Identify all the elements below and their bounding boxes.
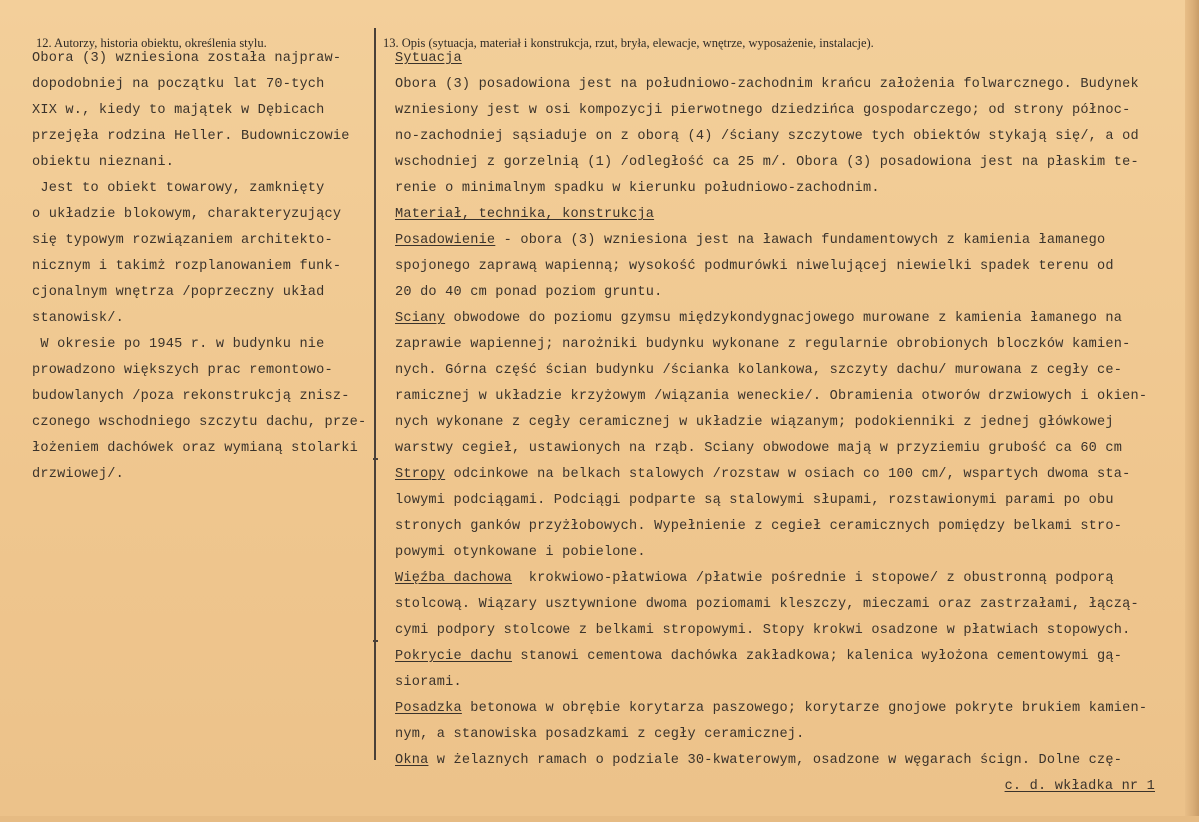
history-line: o układzie blokowym, charakteryzujący [32,207,342,222]
history-line: budowlanych /poza rekonstrukcją znisz- [32,389,350,404]
history-line: przejęła rodzina Heller. Budowniczowie [32,129,350,144]
history-line: obiektu nieznani. [32,155,175,170]
description-line [395,774,1155,800]
description-line [395,306,1155,332]
description-text-run: powymi otynkowane i pobielone. [395,545,646,560]
description-text-run: krokwiowo-płatwiowa /płatwie pośrednie i stopowe/ z obustronną podporą [512,571,1114,586]
description-text-run: nych. Górna część ścian budynku /ścianka kolankowa, szczyty dachu/ murowana z cegły ce- [395,363,1123,378]
history-line: prowadzono większych prac remontowo- [32,363,333,378]
description-text-run: cymi podpory stolcowe z belkami stropowymi. Stopy krokwi osadzone w płatwiach stopowych. [395,623,1131,638]
description-line [395,436,1155,462]
description-text-run: odcinkowe na belkach stalowych /rozstaw w osiach co 100 cm/, wspartych dwoma sta- [445,467,1131,482]
description-line [395,670,1155,696]
history-line: czonego wschodniego szczytu dachu, prze- [32,415,367,430]
section-12-header: 12. Autorzy, historia obiektu, określenia stylu. [36,36,267,50]
description-text-run: siorami. [395,675,462,690]
description-line [395,280,1155,306]
section-heading: Pokrycie dachu [395,649,513,664]
section-heading: Więźba dachowa [395,571,513,586]
description-line [395,46,1155,72]
history-line: Jest to obiekt towarowy, zamknięty [32,181,325,196]
section-heading: Okna [395,753,429,768]
description-line [395,462,1155,488]
description-text-run: wzniesiony jest w osi kompozycji pierwotnego dziedzińca gospodarczego; od strony północ- [395,103,1131,118]
description-line [395,228,1155,254]
history-line: W okresie po 1945 r. w budynku nie [32,337,325,352]
description-line [395,592,1155,618]
description-text-run: - obora (3) wzniesiona jest na ławach fundamentowych z kamienia łamanego [495,233,1106,248]
section-heading: c. d. wkładka nr 1 [1004,779,1155,794]
description-text-run: stronych ganków przyżłobowych. Wypełnienie z cegieł ceramicznych pomiędzy belkami stro- [395,519,1123,534]
section-13-header: 13. Opis (sytuacja, materiał i konstrukcja, rzut, bryła, elewacje, wnętrze, wyposażenie, instalacje). [383,36,874,50]
description-line [395,488,1155,514]
history-line: Obora (3) wzniesiona została najpraw- [32,51,342,66]
description-line [395,176,1155,202]
description-line [395,124,1155,150]
divider-tick [373,458,378,460]
description-text-run: spojonego zaprawą wapienną; wysokość podmurówki niwelującej niewielki spadek terenu od [395,259,1114,274]
description-text-run: obwodowe do poziomu gzymsu międzykondygnacjowego murowane z kamienia łamanego na [445,311,1123,326]
description-line [395,644,1155,670]
description-text-run: stolcową. Wiązary usztywnione dwoma poziomami kleszczy, mieczami oraz zastrzałami, łączą- [395,597,1139,612]
description-text [395,46,1155,800]
description-line [395,332,1155,358]
section-heading: Materiał, technika, konstrukcja [395,207,655,222]
history-line: nicznym i takimż rozplanowaniem funk- [32,259,342,274]
description-line [395,566,1155,592]
description-line [395,696,1155,722]
history-line: się typowym rozwiązaniem architekto- [32,233,333,248]
description-line [395,722,1155,748]
description-line [395,98,1155,124]
description-line [395,540,1155,566]
section-heading: Stropy [395,467,446,482]
description-line [395,150,1155,176]
description-text-run: stanowi cementowa dachówka zakładkowa; kalenica wyłożona cementowymi gą- [512,649,1123,664]
section-heading: Sciany [395,311,446,326]
description-text-run: wschodniej z gorzelnią (1) /odległość ca 25 m/. Obora (3) posadowiona jest na płaskim te- [395,155,1139,170]
history-line: stanowisk/. [32,311,124,326]
description-text-run: 20 do 40 cm ponad poziom gruntu. [395,285,663,300]
description-text-run: no-zachodniej sąsiaduje on z oborą (4) /ściany szczytowe tych obiektów stykają się/, a od [395,129,1139,144]
description-line [395,618,1155,644]
description-text-run: renie o minimalnym spadku w kierunku południowo-zachodnim. [395,181,880,196]
description-text-run: betonowa w obrębie korytarza paszowego; korytarze gnojowe pokryte brukiem kamien- [461,701,1148,716]
history-line: łożeniem dachówek oraz wymianą stolarki [32,441,358,456]
divider-tick [373,640,378,642]
description-line [395,748,1155,774]
description-text-run: zaprawie wapiennej; narożniki budynku wykonane z regularnie obrobionych bloczków kamien- [395,337,1131,352]
section-heading: Posadzka [395,701,462,716]
paper-bottom-edge [0,816,1199,822]
history-line: drzwiowej/. [32,467,124,482]
section-heading: Sytuacja [395,51,462,66]
paper-edge [1185,0,1199,822]
description-line [395,410,1155,436]
description-line [395,202,1155,228]
description-line [395,358,1155,384]
section-heading: Posadowienie [395,233,496,248]
history-line: cjonalnym wnętrza /poprzeczny układ [32,285,325,300]
description-text-run: lowymi podciągami. Podciągi podparte są stalowymi słupami, rozstawionymi parami po obu [395,493,1114,508]
description-text-run: Obora (3) posadowiona jest na południowo-zachodnim krańcu założenia folwarcznego. Budynek [395,77,1139,92]
description-text-run: w żelaznych ramach o podziale 30-kwaterowym, osadzone w węgarach ścign. Dolne czę- [428,753,1123,768]
description-text-run: warstwy cegieł, ustawionych na rząb. Sciany obwodowe mają w przyziemiu grubość ca 60 cm [395,441,1123,456]
history-line: XIX w., kiedy to majątek w Dębicach [32,103,325,118]
description-text-run: nych wykonane z cegły ceramicznej w układzie wiązanym; podokienniki z jednej główkowej [395,415,1114,430]
history-text [32,46,366,488]
description-text-run: ramicznej w układzie krzyżowym /wiązania weneckie/. Obramienia otworów drzwiowych i okien- [395,389,1148,404]
column-divider [374,28,376,760]
description-line [395,384,1155,410]
history-line: dopodobniej na początku lat 70-tych [32,77,325,92]
description-line [395,72,1155,98]
description-text-run: nym, a stanowiska posadzkami z cegły ceramicznej. [395,727,805,742]
description-line [395,254,1155,280]
description-line [395,514,1155,540]
